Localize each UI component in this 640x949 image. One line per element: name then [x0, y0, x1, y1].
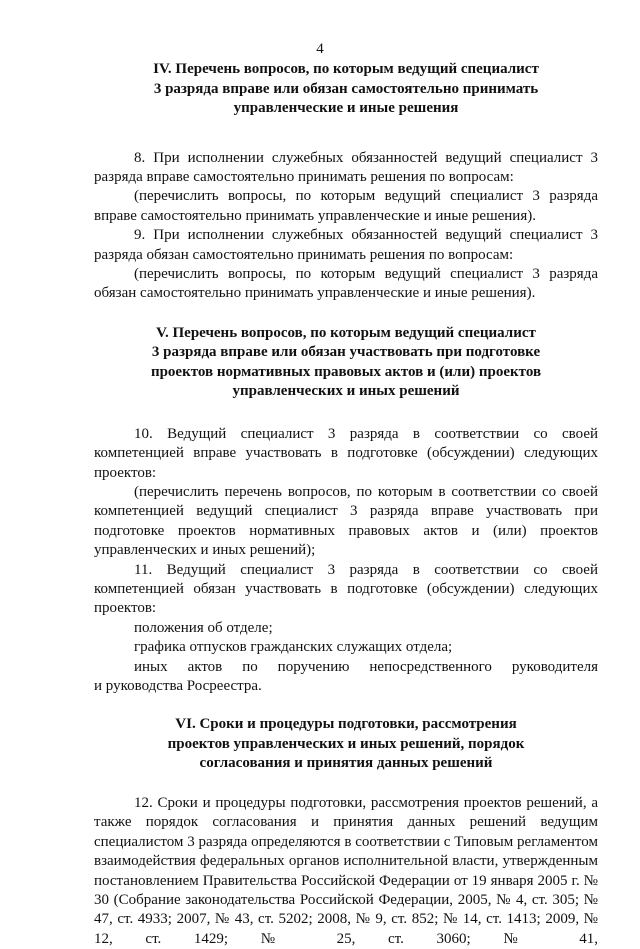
page-number: 4	[316, 41, 324, 57]
paragraph-10: 10. Ведущий специалист 3 разряда в соответствии со своей компетенцией вправе участвовать в подготовке (обсуждении) следующих проектов:	[94, 425, 598, 481]
section-4-body	[94, 149, 598, 304]
page-content	[94, 60, 598, 949]
section-5-title	[94, 324, 598, 402]
list-item: графика отпусков гражданских служащих отдела;	[134, 639, 453, 656]
section-5-title-line: проектов нормативных правовых актов и (или) проектов	[150, 363, 542, 380]
section-4-title-line: управленческие и иные решения	[233, 100, 459, 116]
list-item: иных актов по поручению непосредственного руководителя	[134, 658, 598, 675]
section-5-body	[94, 425, 598, 697]
section-6-title-line: проектов управленческих и иных решений, порядок	[167, 735, 525, 752]
list-item-continuation: и руководства Росреестра.	[94, 678, 262, 695]
paragraph-9-note: (перечислить вопросы, по которым ведущий специалист 3 разряда обязан самостоятельно принимать управленческие и иные решения).	[94, 265, 598, 302]
section-5-title-line: 3 разряда вправе или обязан участвовать при подготовке	[151, 344, 541, 361]
paragraph-10-note: (перечислить перечень вопросов, по которым в соответствии со своей компетенцией ведущий специалист 3 разряда вправе участвовать при подготовке проектов нормативных правовых актов и (или) проектов управленческих и иных решений);	[94, 483, 598, 559]
paragraph-9: 9. При исполнении служебных обязанностей ведущий специалист 3 разряда обязан самостоятельно принимать решения по вопросам:	[94, 227, 598, 263]
section-6-body	[94, 794, 598, 949]
section-5-title-line: управленческих и иных решений	[232, 383, 460, 400]
section-6-title	[94, 715, 598, 774]
section-4-title-line: 3 разряда вправе или обязан самостоятельно принимать	[153, 80, 539, 97]
list-item: положения об отделе;	[134, 619, 273, 636]
paragraph-11: 11. Ведущий специалист 3 разряда в соответствии со своей компетенцией обязан участвовать в подготовке (обсуждении) следующих проектов:	[94, 561, 598, 617]
section-5-title-line: V. Перечень вопросов, по которым ведущий специалист	[156, 324, 536, 341]
paragraph-8-note: (перечислить вопросы, по которым ведущий специалист 3 разряда вправе самостоятельно принимать управленческие и иные решения).	[94, 188, 598, 224]
section-6-title-line: VI. Сроки и процедуры подготовки, рассмотрения	[175, 716, 517, 733]
section-4-title-line: IV. Перечень вопросов, по которым ведущий специалист	[153, 61, 539, 77]
section-6-title-line: согласования и принятия данных решений	[199, 755, 493, 772]
paragraph-8: 8. При исполнении служебных обязанностей ведущий специалист 3 разряда вправе самостоятельно принимать решения по вопросам:	[94, 149, 598, 185]
paragraph-12: 12. Сроки и процедуры подготовки, рассмотрения проектов решений, а также порядок согласования и принятия данных решений ведущим специалистом 3 разряда определяются в соответствии с Типовым регламентом взаимодействия федеральных органов исполнительной власти, утвержденным постановлением Правительства Российской Федерации от 19 января 2005 г. № 30 (Собрание законодательства Российской Федерации, 2005, № 4, ст. 305; № 47, ст. 4933; 2007, № 43, ст. 5202; 2008, № 9, ст. 852; № 14, ст. 1413; 2009, № 12, ст. 1429; № 25, ст. 3060; № 41,	[94, 794, 598, 947]
section-4-title	[94, 60, 598, 119]
